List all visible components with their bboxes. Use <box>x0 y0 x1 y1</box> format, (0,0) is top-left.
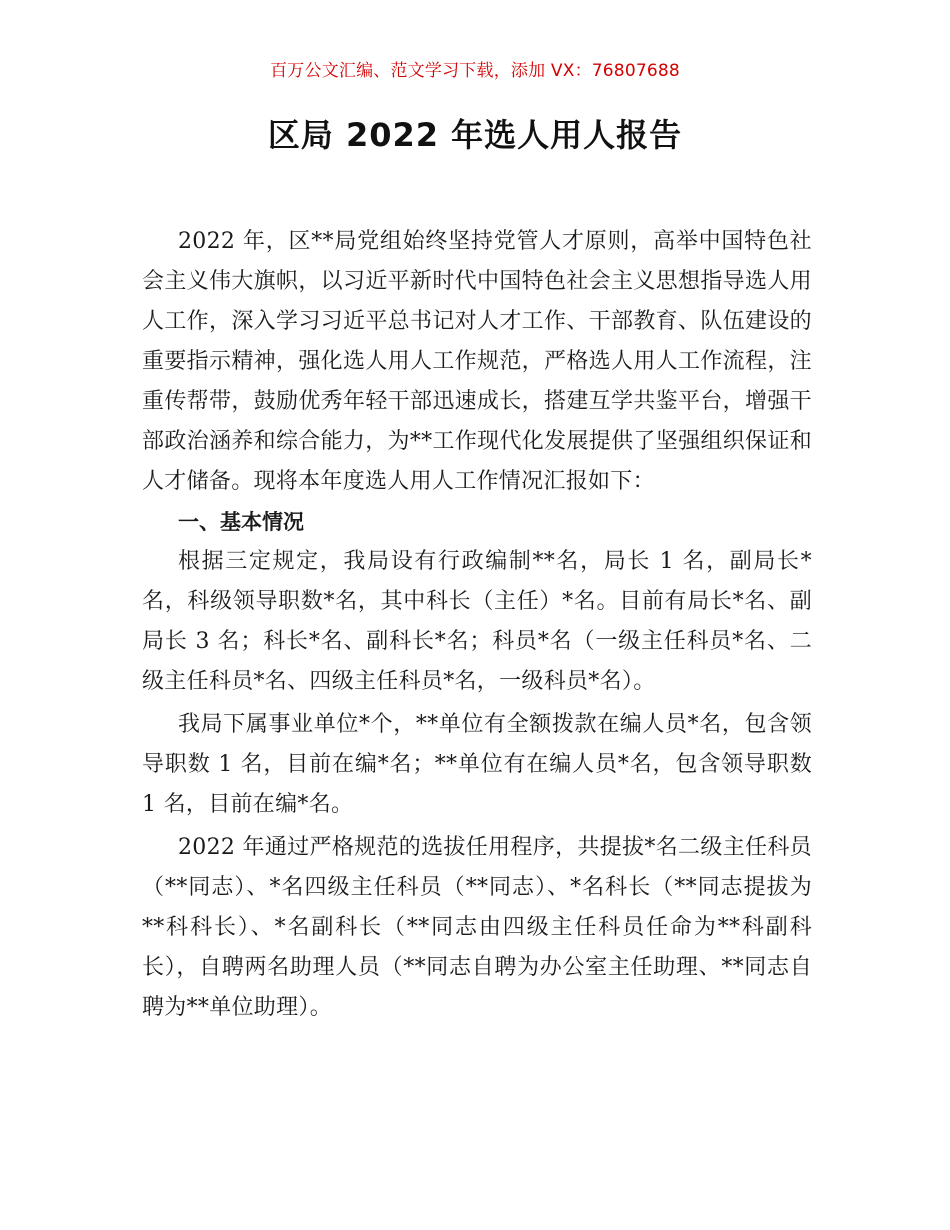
paragraph-staffing: 根据三定规定，我局设有行政编制**名，局长 1 名，副局长*名，科级领导职数*名，其中科长（主任）*名。目前有局长*名、副局长 3 名；科长*名、副科长*名；科员*名（一级主任科员*名、二级主任科员*名、四级主任科员*名，一级科员*名）。 <box>142 549 812 694</box>
intro-paragraph: 2022 年，区**局党组始终坚持党管人才原则，高举中国特色社会主义伟大旗帜，以习近平新时代中国特色社会主义思想指导选人用人工作，深入学习习近平总书记对人才工作、干部教育、队伍建设的重要指示精神，强化选人用人工作规范，严格选人用人工作流程，注重传帮带，鼓励优秀年轻干部迅速成长，搭建互学共鉴平台，增强干部政治涵养和综合能力，为**工作现代化发展提供了坚强组织保证和人才储备。现将本年度选人用人工作情况汇报如下： <box>142 229 812 494</box>
section-heading-basic-situation: 一、基本情况 <box>178 510 304 534</box>
paragraph-promotions: 2022 年通过严格规范的选拔任用程序，共提拔*名二级主任科员（**同志）、*名四级主任科员（**同志）、*名科长（**同志提拔为**科科长）、*名副科长（**同志由四级主任科员任命为**科副科长），自聘两名助理人员（**同志自聘为办公室主任助理、**同志自聘为**单位助理）。 <box>142 835 812 1020</box>
document-title: 区局 2022 年选人用人报告 <box>267 116 683 154</box>
header-advert-note: 百万公文汇编、范文学习下载，添加 VX：76807688 <box>270 61 680 81</box>
paragraph-subordinate-units: 我局下属事业单位*个，**单位有全额拨款在编人员*名，包含领导职数 1 名，目前在编*名；**单位有在编人员*名，包含领导职数 1 名，目前在编*名。 <box>142 712 812 817</box>
document-body <box>142 222 812 1028</box>
